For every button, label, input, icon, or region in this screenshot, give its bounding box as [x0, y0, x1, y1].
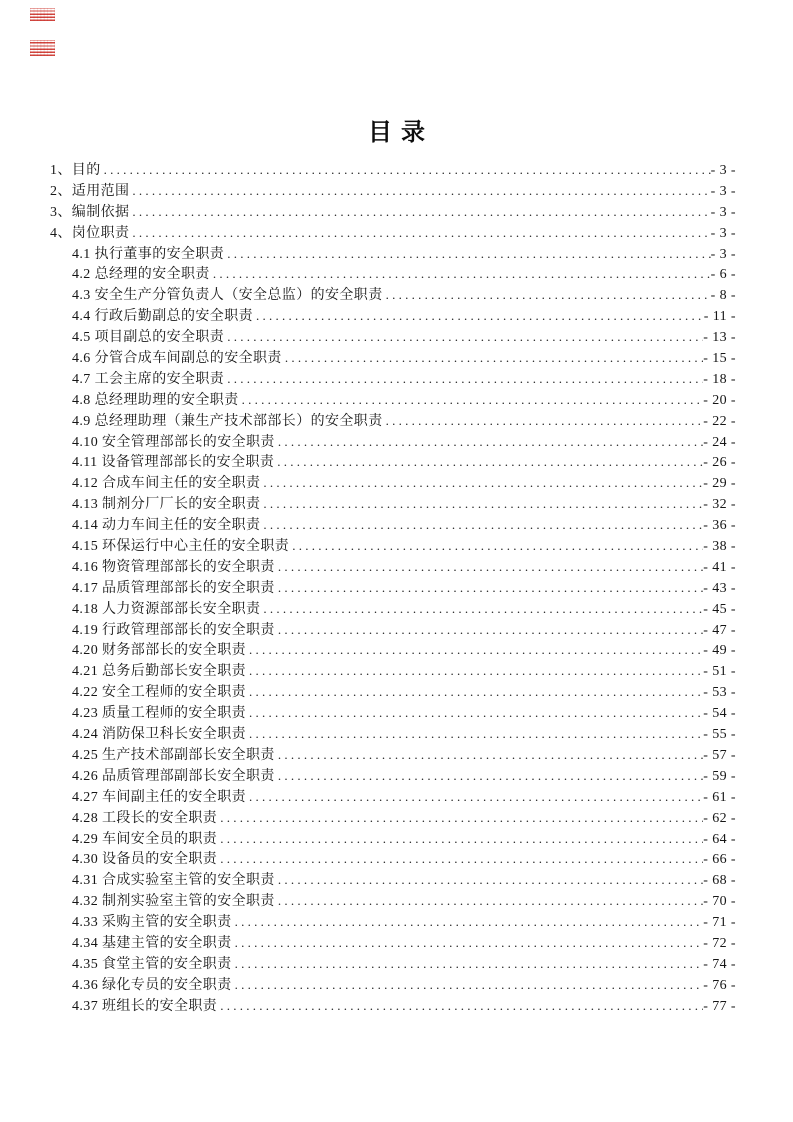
toc-entry-label[interactable]: 4.22 安全工程师的安全职责: [72, 685, 246, 701]
dot-leader: [275, 766, 703, 788]
toc-entry-label[interactable]: 4.12 合成车间主任的安全职责: [72, 476, 261, 492]
toc-entry-page-number: - 64 -: [703, 831, 736, 847]
toc-entry-page-number: - 15 -: [703, 351, 736, 367]
toc-entry-page-number: - 3 -: [710, 163, 736, 178]
toc-entry-page-number: - 8 -: [710, 288, 736, 304]
toc-entry[interactable]: [50, 891, 736, 912]
red-stamp-mark: [30, 8, 55, 21]
toc-entry[interactable]: [50, 745, 736, 766]
toc-entry[interactable]: [50, 578, 736, 599]
dot-leader: [275, 870, 703, 892]
toc-entry[interactable]: [50, 411, 736, 432]
toc-entry-label[interactable]: 4.32 制剂实验室主管的安全职责: [72, 894, 275, 910]
toc-entry-label[interactable]: 4.13 制剂分厂厂长的安全职责: [72, 497, 261, 513]
toc-entry-label[interactable]: 2、适用范围: [50, 183, 130, 199]
toc-entry-page-number: - 53 -: [703, 685, 736, 701]
dot-leader: [260, 494, 703, 516]
toc-entry[interactable]: [50, 766, 736, 787]
dot-leader: [129, 202, 710, 224]
toc-entry[interactable]: [50, 599, 736, 620]
toc-entry-page-number: - 3 -: [710, 204, 736, 220]
toc-entry[interactable]: [50, 933, 736, 954]
toc-entry[interactable]: [50, 390, 736, 411]
dot-leader: [253, 306, 704, 328]
toc-entry-label[interactable]: 4.36 绿化专员的安全职责: [72, 977, 232, 993]
toc-entry[interactable]: [50, 661, 736, 682]
toc-entry-page-number: - 76 -: [703, 977, 736, 993]
toc-entry-label[interactable]: 4.17 品质管理部部长的安全职责: [72, 580, 275, 596]
toc-entry-label[interactable]: 4.34 基建主管的安全职责: [72, 935, 232, 951]
dot-leader: [383, 285, 711, 307]
dot-leader: [383, 411, 704, 433]
dot-leader: [275, 578, 703, 600]
toc-entry-page-number: - 6 -: [710, 267, 736, 283]
toc-entry-page-number: - 57 -: [703, 747, 736, 763]
toc-entry[interactable]: [50, 348, 736, 369]
dot-leader: [246, 661, 703, 683]
toc-entry-label[interactable]: 4.18 人力资源部部长安全职责: [72, 601, 261, 617]
toc-entry-label[interactable]: 4.33 采购主管的安全职责: [72, 915, 232, 931]
dot-leader: [217, 996, 703, 1018]
toc-entry-label[interactable]: 4.29 车间安全员的职责: [72, 831, 218, 847]
toc-entry-page-number: - 32 -: [703, 497, 736, 513]
dot-leader: [224, 369, 703, 391]
toc-entry[interactable]: [50, 640, 736, 661]
toc-entry-page-number: - 59 -: [703, 768, 736, 784]
toc-entry[interactable]: [50, 515, 736, 536]
toc-entry[interactable]: [50, 975, 736, 996]
toc-entry[interactable]: [50, 244, 736, 265]
toc-entry-page-number: - 72 -: [703, 935, 736, 951]
toc-entry[interactable]: [50, 724, 736, 745]
toc-entry-label[interactable]: 4.20 财务部部长的安全职责: [72, 643, 246, 659]
toc-entry-label[interactable]: 4.2 总经理的安全职责: [72, 267, 210, 283]
toc-entry-label[interactable]: 4.14 动力车间主任的安全职责: [72, 518, 261, 534]
toc-entry[interactable]: [50, 682, 736, 703]
toc-entry-page-number: - 3 -: [710, 225, 736, 241]
dot-leader: [224, 327, 703, 349]
toc-entry[interactable]: [50, 557, 736, 578]
dot-leader: [232, 954, 704, 976]
dot-leader: [232, 933, 704, 955]
dot-leader: [275, 620, 703, 642]
toc-entry-page-number: - 55 -: [703, 727, 736, 743]
toc-entry[interactable]: [50, 369, 736, 390]
toc-entry-page-number: - 24 -: [703, 434, 736, 450]
toc-entry-label[interactable]: 4.7 工会主席的安全职责: [72, 371, 225, 387]
dot-leader: [289, 536, 703, 558]
toc-entry-label[interactable]: 4.25 生产技术部副部长安全职责: [72, 747, 275, 763]
toc-entry-label[interactable]: 4.19 行政管理部部长的安全职责: [72, 622, 275, 638]
toc-entry-label[interactable]: 4.4 行政后勤副总的安全职责: [72, 309, 253, 325]
toc-entry[interactable]: [50, 536, 736, 557]
toc-entry-label[interactable]: 4.15 环保运行中心主任的安全职责: [72, 539, 290, 555]
toc-entry-page-number: - 74 -: [703, 956, 736, 972]
toc-entry-page-number: - 20 -: [703, 392, 736, 408]
toc-entry-page-number: - 49 -: [703, 643, 736, 659]
toc-entry-label[interactable]: 4、岗位职责: [50, 225, 130, 241]
toc-entry[interactable]: [50, 787, 736, 808]
toc-entry-page-number: - 26 -: [703, 455, 736, 471]
toc-entry[interactable]: [50, 870, 736, 891]
toc-entry-label[interactable]: 4.5 项目副总的安全职责: [72, 330, 225, 346]
toc-entry-label[interactable]: 4.26 品质管理部副部长安全职责: [72, 768, 275, 784]
dot-leader: [129, 181, 710, 203]
toc-entry[interactable]: [50, 181, 736, 202]
toc-entry-page-number: - 11 -: [703, 309, 736, 325]
toc-entry-page-number: - 3 -: [710, 183, 736, 199]
toc-entry[interactable]: [50, 327, 736, 348]
toc-entry[interactable]: [50, 703, 736, 724]
dot-leader: [101, 160, 711, 182]
dot-leader: [129, 223, 710, 245]
dot-leader: [246, 640, 703, 662]
dot-leader: [232, 912, 704, 934]
toc-entry[interactable]: [50, 620, 736, 641]
red-stamp-mark: [30, 40, 55, 56]
dot-leader: [246, 703, 703, 725]
toc-entry[interactable]: [50, 202, 736, 223]
toc-entry[interactable]: [50, 264, 736, 285]
toc-entry-label[interactable]: 4.35 食堂主管的安全职责: [72, 956, 232, 972]
toc-entry-label[interactable]: 4.8 总经理助理的安全职责: [72, 392, 239, 408]
toc-entry-page-number: - 45 -: [703, 601, 736, 617]
toc-entry-label[interactable]: 4.1 执行董事的安全职责: [72, 246, 225, 262]
dot-leader: [217, 829, 703, 851]
toc-entry-page-number: - 29 -: [703, 476, 736, 492]
dot-leader: [239, 390, 704, 412]
dot-leader: [232, 975, 704, 997]
toc-entry-page-number: - 77 -: [703, 998, 736, 1014]
dot-leader: [282, 348, 703, 370]
toc-entry-page-number: - 61 -: [703, 789, 736, 805]
toc-entry-page-number: - 54 -: [703, 706, 736, 722]
toc-entry[interactable]: [50, 494, 736, 515]
toc-entry[interactable]: [50, 473, 736, 494]
dot-leader: [275, 745, 703, 767]
toc-entry-label[interactable]: 4.37 班组长的安全职责: [72, 998, 218, 1014]
dot-leader: [210, 264, 711, 286]
toc-entry-page-number: - 22 -: [703, 413, 736, 429]
dot-leader: [246, 724, 703, 746]
toc-entry-page-number: - 47 -: [703, 622, 736, 638]
dot-leader: [260, 599, 703, 621]
dot-leader: [275, 891, 703, 913]
toc-entry[interactable]: [50, 432, 736, 453]
toc-entry-page-number: - 51 -: [703, 664, 736, 680]
toc-entry-label[interactable]: 3、编制依据: [50, 204, 130, 220]
dot-leader: [224, 244, 710, 266]
toc-entry-page-number: - 71 -: [703, 915, 736, 931]
toc-entry-page-number: - 38 -: [703, 539, 736, 555]
table-of-contents: [50, 160, 736, 1017]
toc-entry[interactable]: [50, 954, 736, 975]
toc-entry-label[interactable]: 4.6 分管合成车间副总的安全职责: [72, 351, 282, 367]
toc-entry-label[interactable]: 1、目的: [50, 163, 101, 178]
toc-entry-label[interactable]: 4.24 消防保卫科长安全职责: [72, 727, 246, 743]
toc-entry-label[interactable]: 4.30 设备员的安全职责: [72, 852, 218, 868]
toc-entry[interactable]: [50, 808, 736, 829]
toc-entry[interactable]: [50, 452, 736, 473]
dot-leader: [274, 452, 703, 474]
toc-entry-page-number: - 62 -: [703, 810, 736, 826]
toc-entry-page-number: - 36 -: [703, 518, 736, 534]
toc-entry[interactable]: [50, 306, 736, 327]
toc-entry-page-number: - 13 -: [703, 330, 736, 346]
toc-entry[interactable]: [50, 849, 736, 870]
toc-entry-label[interactable]: 4.31 合成实验室主管的安全职责: [72, 873, 275, 889]
dot-leader: [260, 473, 703, 495]
toc-entry-page-number: - 66 -: [703, 852, 736, 868]
toc-entry-page-number: - 68 -: [703, 873, 736, 889]
toc-entry-page-number: - 3 -: [710, 246, 736, 262]
page-title: 目录: [368, 120, 434, 146]
toc-entry-page-number: - 43 -: [703, 580, 736, 596]
toc-entry-label[interactable]: 4.21 总务后勤部长安全职责: [72, 664, 246, 680]
toc-entry-page-number: - 18 -: [703, 371, 736, 387]
toc-entry[interactable]: [50, 223, 736, 244]
toc-entry-label[interactable]: 4.16 物资管理部部长的安全职责: [72, 559, 275, 575]
toc-entry-label[interactable]: 4.23 质量工程师的安全职责: [72, 706, 246, 722]
toc-entry[interactable]: [50, 996, 736, 1017]
toc-entry-label[interactable]: 4.28 工段长的安全职责: [72, 810, 218, 826]
toc-entry[interactable]: [50, 160, 736, 181]
dot-leader: [275, 432, 703, 454]
dot-leader: [246, 787, 703, 809]
toc-entry-label[interactable]: 4.3 安全生产分管负责人（安全总监）的安全职责: [72, 288, 383, 304]
dot-leader: [275, 557, 703, 579]
toc-entry[interactable]: [50, 285, 736, 306]
toc-entry-label[interactable]: 4.11 设备管理部部长的安全职责: [72, 455, 275, 471]
toc-entry[interactable]: [50, 912, 736, 933]
toc-entry[interactable]: [50, 829, 736, 850]
dot-leader: [217, 849, 703, 871]
toc-entry-label[interactable]: 4.9 总经理助理（兼生产技术部部长）的安全职责: [72, 413, 383, 429]
toc-entry-label[interactable]: 4.27 车间副主任的安全职责: [72, 789, 246, 805]
toc-entry-page-number: - 70 -: [703, 894, 736, 910]
toc-entry-page-number: - 41 -: [703, 559, 736, 575]
dot-leader: [217, 808, 703, 830]
dot-leader: [246, 682, 703, 704]
dot-leader: [260, 515, 703, 537]
toc-entry-label[interactable]: 4.10 安全管理部部长的安全职责: [72, 434, 275, 450]
